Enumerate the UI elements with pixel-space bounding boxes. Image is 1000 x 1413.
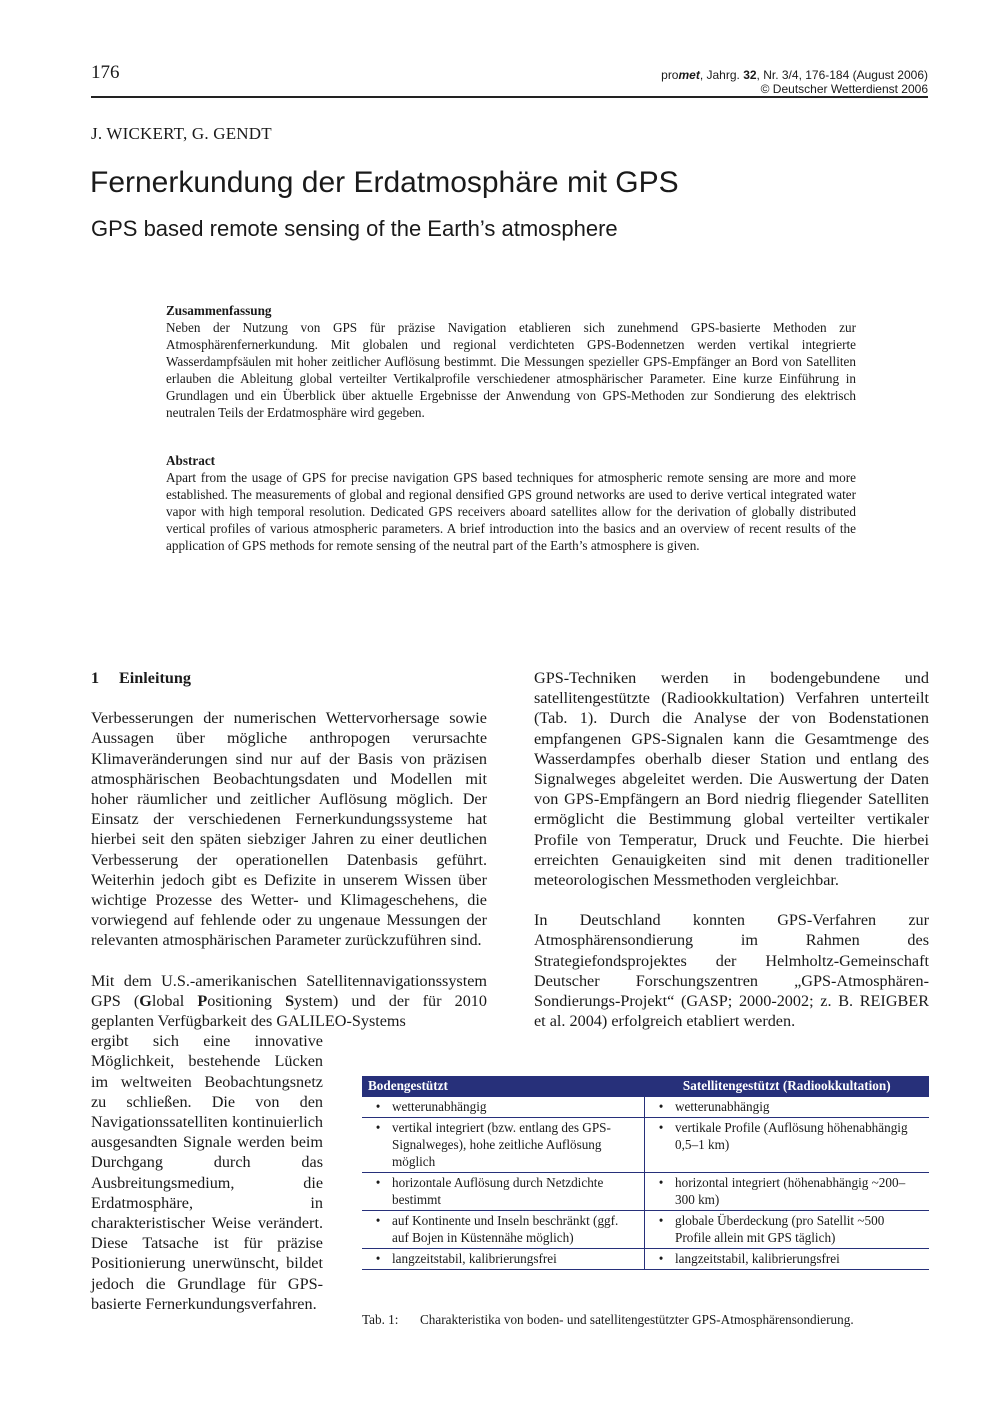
table-row: [362, 1097, 929, 1118]
section-title: Einleitung: [119, 669, 191, 687]
caption-text: Charakteristika von boden- und satellitengestützter GPS-Atmosphärensondierung.: [420, 1312, 854, 1327]
bullet-icon: •: [375, 1099, 381, 1114]
bullet-icon: •: [658, 1175, 664, 1190]
title-german: Fernerkundung der Erdatmosphäre mit GPS: [90, 166, 679, 199]
journal-name-emph: met: [678, 68, 700, 82]
table-cell-text: horizontal integriert (höhenabhängig ~200–300 km): [675, 1175, 906, 1207]
journal-rest: , Jahrg.: [699, 68, 744, 82]
abstract-heading: Abstract: [166, 453, 216, 468]
p2-p: P: [197, 991, 208, 1010]
table-cell-ground: [362, 1173, 645, 1211]
right-paragraph-1: GPS-Techniken werden in bodengebundene und satellitengestützte (Radiookkultation) Verfahren unterteilt (Tab. 1). Durch die Analyse der von Bodenstationen empfangenen GPS-Signalen kann die Gesamtmenge des Wasserdampfes oberhalb dieser Station und entlang des Signalweges abgeleitet werden. Die Auswertung der Daten von GPS-Empfängern an Bord niedrig fliegender Satelliten ermöglicht die Bestimmung global verteilter vertikaler Profile von Temperatur, Druck und Feuchte. Die hierbei erreichten Genauigkeiten sind mit denen traditioneller meteorologischen Messmethoden vergleichbar.: [534, 669, 929, 890]
table-cell-ground: [362, 1097, 645, 1118]
authors: J. WICKERT, G. GENDT: [91, 124, 272, 143]
table-cell-satellite: [645, 1097, 930, 1118]
table-cell-text: wetterunabhängig: [392, 1099, 487, 1114]
table-cell-text: horizontale Auflösung durch Netzdichte bestimmt: [392, 1175, 604, 1207]
table-cell-satellite: [645, 1249, 930, 1270]
table-cell-text: auf Kontinente und Inseln beschränkt (ggf. auf Bojen in Küstennähe möglich): [392, 1213, 619, 1245]
table-cell-text: langzeitstabil, kalibrierungsfrei: [392, 1251, 557, 1266]
right-column: [534, 668, 929, 1051]
title-english: GPS based remote sensing of the Earth’s atmosphere: [91, 216, 618, 241]
p2-g: G: [139, 991, 152, 1010]
p2-lobal: lobal: [151, 991, 198, 1010]
table-cell-text: vertikal integriert (bzw. entlang des GPS-Signalweges), hohe zeitliche Auflösung möglich: [392, 1120, 611, 1169]
header-rule: [91, 96, 928, 98]
table-cell-text: langzeitstabil, kalibrierungsfrei: [675, 1251, 840, 1266]
journal-citation: [661, 68, 928, 96]
journal-prefix: pro: [661, 68, 679, 82]
bullet-icon: •: [658, 1120, 664, 1135]
table-cell-satellite: [645, 1211, 930, 1249]
table-cell-text: globale Überdeckung (pro Satellit ~500 Profile allein mit GPS täglich): [675, 1213, 885, 1245]
page-number: 176: [91, 62, 120, 83]
table-cell-ground: [362, 1249, 645, 1270]
table-row: [362, 1173, 929, 1211]
table-header-row: [362, 1076, 929, 1097]
bullet-icon: •: [658, 1251, 664, 1266]
caption-label: Tab. 1:: [362, 1312, 399, 1327]
zusammenfassung-block: [166, 302, 856, 421]
table-cell-ground: [362, 1211, 645, 1249]
table-caption: [362, 1312, 929, 1328]
p2-ystem: ystem) und der für 2010 geplanten Verfügbarkeit des GALILEO-Systems: [91, 991, 487, 1031]
zusammenfassung-text: Neben der Nutzung von GPS für präzise Navigation etablieren sich zunehmend GPS-basierte Methoden zur Atmosphärenfernerkundung. Mit globalen und regional verdichteten GPS-Bodennetzen werden vertikal integrierte Wasserdampfsäulen mit hoher zeitlicher Auflösung bestimmt. Die Messungen spezieller GPS-Empfänger an Bord von Satelliten erlauben die Ableitung global verteilter Vertikalprofile verschiedener atmosphärischer Parameter. Eine kurze Einführung in Grundlagen und ein Überblick über aktuelle Ergebnisse der Anwendung von GPS-Methoden zur Sondierung des elektrisch neutralen Teils der Erdatmosphäre wird gegeben.: [166, 320, 856, 420]
intro-paragraph-2: [91, 971, 487, 1032]
right-paragraph-2: In Deutschland konnten GPS-Verfahren zur Atmosphärensondierung im Rahmen des Strategiefondsprojektes der Helmholtz-Gemeinschaft Deutscher Forschungszentren „GPS-Atmosphären-Sondierungs-Projekt“ (GASP; 2000-2002; z. B. REIGBER et al. 2004) erfolgreich etabliert werden.: [534, 911, 929, 1031]
characteristics-table: [362, 1076, 929, 1270]
journal-issue: , Nr. 3/4, 176-184 (August 2006): [756, 68, 928, 82]
table-cell-text: wetterunabhängig: [675, 1099, 770, 1114]
intro-paragraph-2-wrap: ergibt sich eine innovative Möglichkeit, bestehende Lücken im weltweiten Beobachtungsnetz zu schließen. Die von den Navigationssatelliten kontinuierlich ausgesandten Signale werden beim Durchgang durch das Ausbreitungsmedium, die Erdatmosphäre, in charakteristischer Weise verändert. Diese Tatsache ist für präzise Positionierung unerwünscht, bildet jedoch die Grundlage für GPS-basierte Fernerkundungsverfahren.: [91, 1032, 323, 1313]
p2-ositioning: ositioning: [207, 991, 286, 1010]
table-header-ground: Bodengestützt: [362, 1076, 645, 1097]
p2-s: S: [285, 991, 295, 1010]
bullet-icon: •: [658, 1099, 664, 1114]
abstract-block: [166, 452, 856, 554]
bullet-icon: •: [375, 1251, 381, 1266]
bullet-icon: •: [375, 1213, 381, 1228]
table-row: [362, 1211, 929, 1249]
bullet-icon: •: [375, 1175, 381, 1190]
table-header-satellite: Satellitengestützt (Radiookkultation): [645, 1076, 930, 1097]
table-cell-text: vertikale Profile (Auflösung höhenabhängig 0,5–1 km): [675, 1120, 908, 1152]
journal-line: [661, 68, 928, 82]
section-heading: [91, 668, 487, 688]
table-cell-satellite: [645, 1118, 930, 1173]
table-cell-ground: [362, 1118, 645, 1173]
intro-paragraph-1: Verbesserungen der numerischen Wettervorhersage sowie Aussagen über mögliche anthropogen verursachte Klimaveränderungen sind nur auf der Basis von präzisen atmosphärischen Beobachtungsdaten und Modellen mit hoher räumlicher und zeitlicher Auflösung möglich. Der Einsatz der verschiedenen Fernerkundungssysteme hat hierbei seit den späten siebziger Jahren zu einer deutlichen Verbesserung der operationellen Datenbasis geführt. Weiterhin jedoch gibt es Defizite in unserem Wissen über wichtige Prozesse des Wetter- und Klimageschehens, die vorwiegend auf fehlende oder zu ungenaue Messungen der relevanten atmosphärischen Parameter zurückzuführen sind.: [91, 709, 487, 950]
p2-lead: Mit dem U.S.-amerikanischen Satellitennavigationssystem GPS (: [91, 971, 487, 1010]
table-cell-satellite: [645, 1173, 930, 1211]
bullet-icon: •: [658, 1213, 664, 1228]
journal-volume: 32: [743, 68, 757, 82]
copyright: © Deutscher Wetterdienst 2006: [760, 82, 928, 96]
abstract-text: Apart from the usage of GPS for precise navigation GPS based techniques for atmospheric remote sensing are more and more established. The measurements of global and regional densified GPS ground networks are used to derive vertical integrated water vapor with high temporal resolution. Dedicated GPS receivers aboard satellites allow for the derivation of globally distributed vertical profiles of various atmospheric parameters. A brief introduction into the basics and an overview of recent results of the application of GPS methods for remote sensing of the neutral part of the Earth’s atmosphere is given.: [166, 470, 856, 553]
bullet-icon: •: [375, 1120, 381, 1135]
table-row: [362, 1249, 929, 1270]
table-row: [362, 1118, 929, 1173]
zusammenfassung-heading: Zusammenfassung: [166, 303, 272, 318]
section-number: 1: [91, 669, 100, 687]
